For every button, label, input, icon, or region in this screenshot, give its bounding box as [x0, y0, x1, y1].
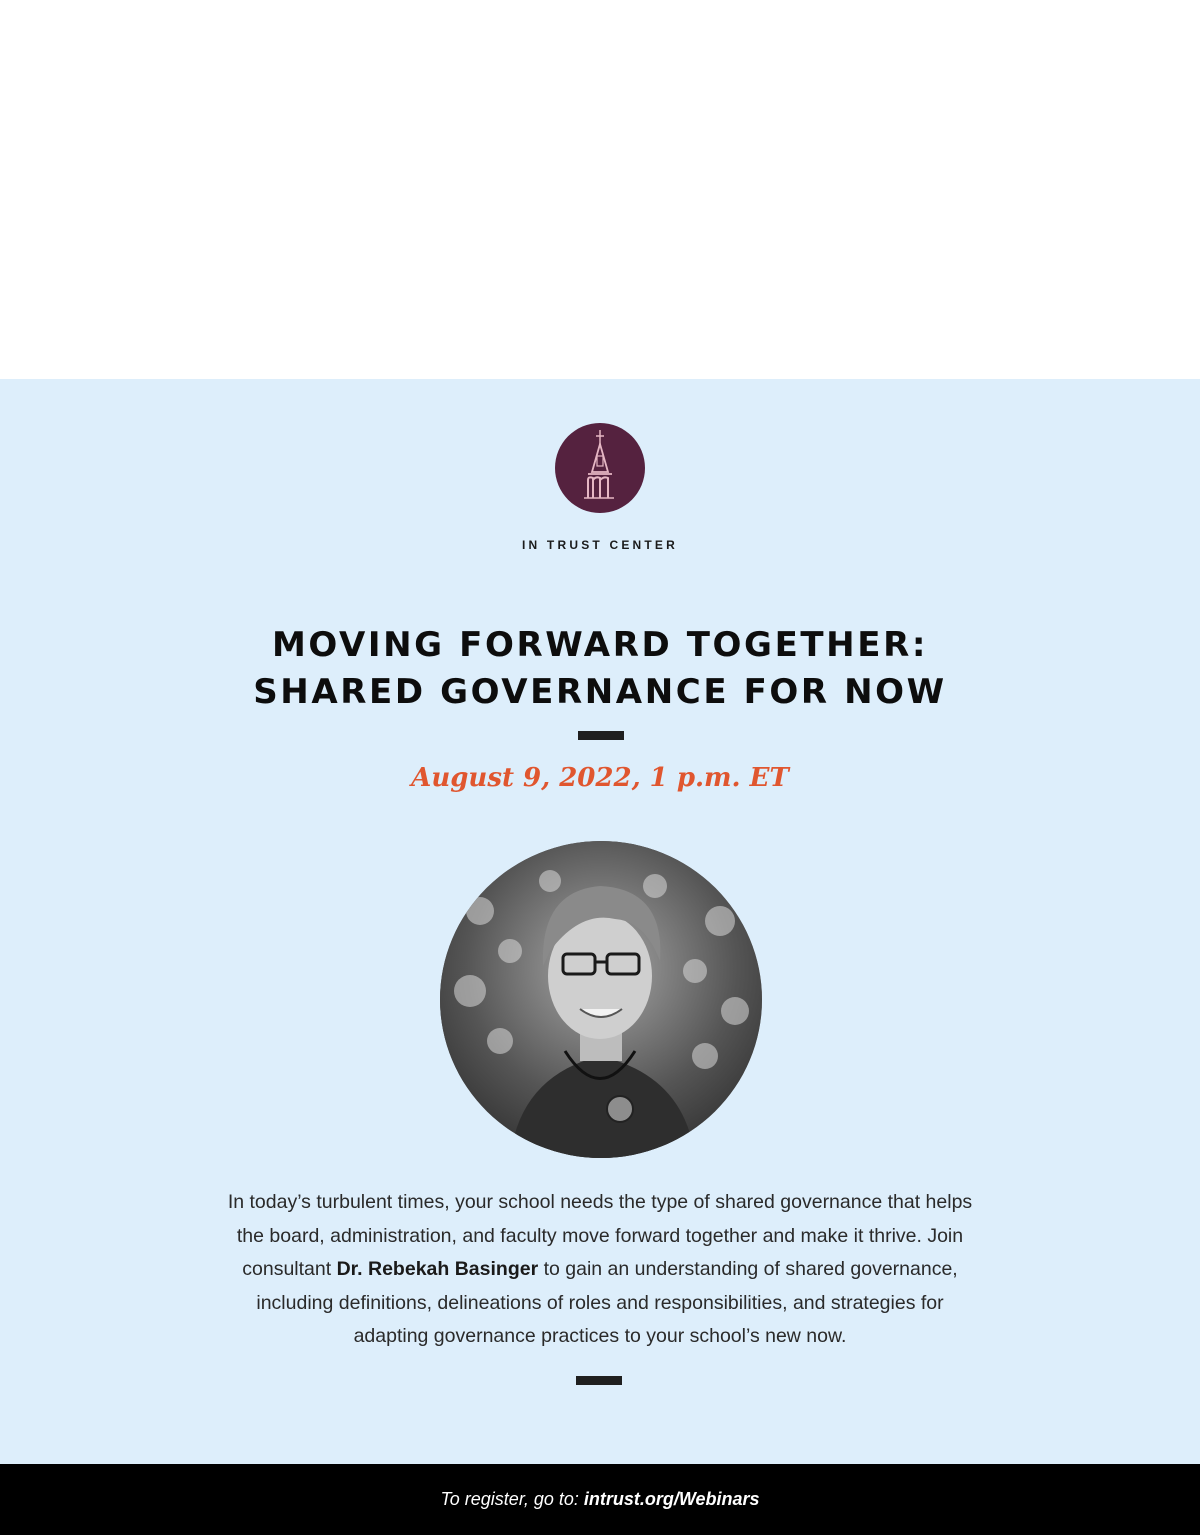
event-title — [0, 622, 1200, 716]
event-description — [220, 1186, 980, 1354]
divider-bottom — [576, 1376, 622, 1385]
divider-top — [578, 731, 624, 740]
description-outro: to gain an understanding of shared governance, including definitions, delineations of roles and responsibilities, and strategies for adapting governance practices to your school’s new now. — [256, 1258, 958, 1347]
description-intro: In today’s turbulent times, your school needs the type of shared governance that helps the board, administration, and faculty move forward together and make it thrive. Join consultant — [227, 1191, 973, 1280]
registration-prompt: To register, go to: — [440, 1489, 579, 1509]
top-blank-area — [0, 0, 1200, 379]
speaker-portrait-image — [440, 841, 762, 1158]
registration-link[interactable]: intrust.org/Webinars — [583, 1489, 760, 1509]
in-trust-logo — [555, 423, 645, 513]
event-title-line-2: SHARED GOVERNANCE FOR NOW — [253, 672, 947, 712]
speaker-portrait — [440, 841, 762, 1158]
speaker-name: Dr. Rebekah Basinger — [336, 1258, 539, 1280]
event-date: August 9, 2022, 1 p.m. ET — [411, 763, 789, 793]
org-name: IN TRUST CENTER — [522, 538, 678, 552]
steeple-monogram-icon — [570, 428, 630, 508]
event-title-line-1: MOVING FORWARD TOGETHER: — [271, 625, 929, 665]
registration-footer — [0, 1464, 1200, 1535]
